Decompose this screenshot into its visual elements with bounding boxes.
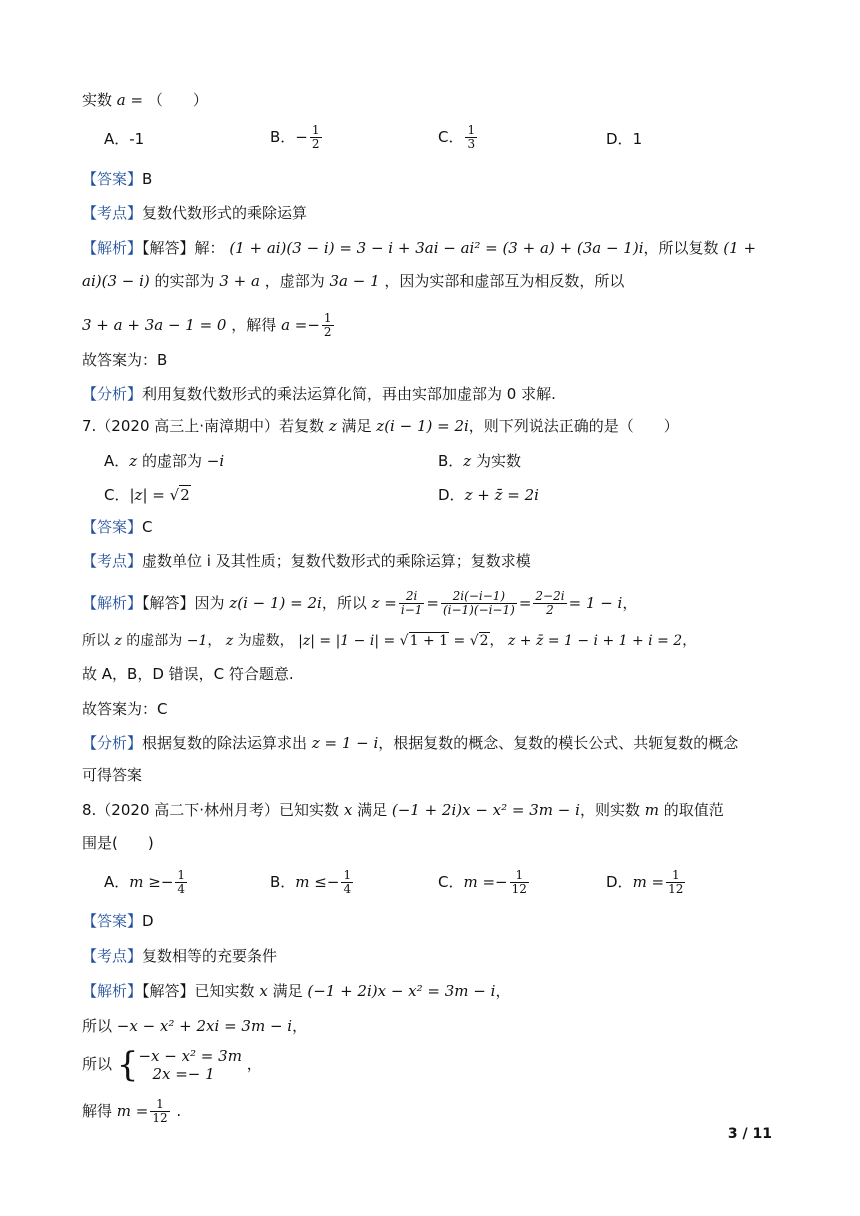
variable: x <box>343 801 353 819</box>
equation-system <box>138 1047 241 1083</box>
q8-option-c <box>438 869 531 896</box>
q6-stem <box>82 89 820 111</box>
text: 满足 <box>341 417 372 435</box>
text: 所以 <box>82 1055 113 1073</box>
text: 7.（2020 高三上·南漳期中）若复数 <box>82 417 325 435</box>
point-text: 复数代数形式的乘除运算 <box>142 204 308 222</box>
option-label: B． <box>270 873 296 891</box>
text: ，根据复数的概念、复数的模长公式、共轭复数的概念 <box>378 734 739 752</box>
fraction-denominator: 12 <box>511 882 527 896</box>
text: 解得 <box>82 1102 113 1120</box>
equation: z(i − 1) = 2i <box>229 594 322 612</box>
answer-tag: 【答案】 <box>82 518 143 536</box>
text: 的实部为 <box>154 272 215 290</box>
fraction-numerator: 1 <box>467 123 476 137</box>
q8-analysis-line2 <box>82 1015 820 1037</box>
equation: z = <box>371 594 397 612</box>
fraction-numerator: 1 <box>510 869 529 883</box>
fraction-numerator: 1 <box>343 868 352 882</box>
option-sign: − <box>295 128 308 146</box>
option-label: C． <box>104 486 130 504</box>
equals-sign: = <box>426 594 439 612</box>
text: 利用复数代数形式的乘法运算化简，再由实部加虚部为 0 求解. <box>142 385 556 403</box>
equals-sign: = <box>453 633 466 649</box>
analysis-tag: 【解析】 <box>82 982 143 1000</box>
point-tag: 【考点】 <box>82 552 143 570</box>
fraction <box>322 312 334 339</box>
answer-value: C <box>142 518 153 536</box>
fraction-numerator: 2i <box>399 590 425 604</box>
q6-option-b <box>270 124 324 151</box>
q7-analysis-line2 <box>82 630 820 652</box>
text: ，所以 <box>321 594 367 612</box>
q8-analysis-line4 <box>82 1098 820 1125</box>
q8-point <box>82 945 820 967</box>
variable: z <box>463 452 472 470</box>
fraction-denominator: (i−1)(−i−1) <box>442 603 515 617</box>
q6-stem-var: a = <box>116 91 144 109</box>
text: 满足 <box>272 982 303 1000</box>
sqrt-radicand: 2 <box>180 486 190 504</box>
sqrt-symbol: √ <box>399 633 409 649</box>
q6-answer <box>82 168 820 190</box>
fraction-denominator: 12 <box>152 1111 168 1125</box>
equation: −1 <box>186 633 208 649</box>
q8-answer <box>82 910 820 932</box>
equation: m =− <box>463 873 508 891</box>
sqrt-radicand: 2 <box>479 633 489 649</box>
q6-stem-text: 实数 <box>82 91 113 109</box>
equation: z = 1 − i <box>311 734 379 752</box>
fraction-denominator: 2 <box>323 325 332 339</box>
fraction <box>341 869 353 896</box>
text: ，则实数 <box>579 801 640 819</box>
q6-stem-paren: （ ） <box>147 91 208 109</box>
equation: m = <box>632 873 665 891</box>
option-label: D． <box>606 873 633 891</box>
equation: |z| = <box>129 486 165 504</box>
text: ， <box>292 1017 308 1035</box>
option-label: C． <box>438 128 464 146</box>
q8-stem-line2 <box>82 832 820 854</box>
page-number: 3 / 11 <box>727 1126 772 1142</box>
fraction <box>441 590 517 617</box>
analysis-subtag: 【解答】解： <box>142 239 225 257</box>
text: ， <box>495 982 511 1000</box>
q6-analysis-line3 <box>82 312 820 339</box>
option-label: D． <box>438 486 465 504</box>
text: 可得答案 <box>82 766 143 784</box>
q8-stem-line1 <box>82 799 820 821</box>
answer-tag: 【答案】 <box>82 912 143 930</box>
answer-value: B <box>142 170 153 188</box>
fraction-numerator: 1 <box>323 311 332 325</box>
variable: m <box>644 801 659 819</box>
sqrt-radicand: 1 + 1 <box>409 633 449 649</box>
text: 满足 <box>357 801 388 819</box>
text: 故答案为：C <box>82 700 168 718</box>
equation: = 1 − i <box>568 594 623 612</box>
text: ， <box>682 633 697 649</box>
equation: |z| = |1 − i| = <box>298 633 396 649</box>
option-label: A． <box>104 873 130 891</box>
equation: (−1 + 2i)x − x² = 3m − i <box>391 801 580 819</box>
fraction-denominator: 4 <box>343 882 352 896</box>
option-value: 1 <box>632 130 643 148</box>
text: 所以 <box>82 633 110 649</box>
equation: z + z̄ = 2i <box>464 486 539 504</box>
equation: (1 + ai)(3 − i) = 3 − i + 3ai − ai² = (3 + a) + (3a − 1)i <box>229 239 644 257</box>
fraction <box>399 590 425 617</box>
brace-symbol: { <box>116 1044 139 1085</box>
fraction-numerator: 1 <box>177 868 186 882</box>
q8-option-d <box>606 869 687 896</box>
variable: z <box>225 633 234 649</box>
fraction-denominator: 4 <box>177 882 186 896</box>
q8-analysis-line3 <box>82 1044 820 1084</box>
text: ，则下列说法正确的是（ ） <box>468 417 679 435</box>
variable: x <box>259 982 268 1000</box>
text: 所以 <box>82 1017 113 1035</box>
q7-analysis-line1 <box>82 590 820 617</box>
fraction <box>310 124 322 151</box>
q6-option-d <box>606 128 642 150</box>
equation: (−1 + 2i)x − x² = 3m − i <box>307 982 496 1000</box>
q7-stem <box>82 415 820 437</box>
text: 故 A，B，D 错误，C 符合题意. <box>82 665 294 683</box>
equation: (1 + <box>723 239 757 257</box>
sqrt-symbol: √ <box>469 633 479 649</box>
fraction-denominator: 2 <box>546 603 554 617</box>
q7-answer <box>82 516 820 538</box>
equation: −x − x² = 3m <box>138 1046 242 1065</box>
q7-point <box>82 550 820 572</box>
equation: m = <box>116 1102 149 1120</box>
text: ， <box>622 594 638 612</box>
text: ， <box>246 1055 262 1073</box>
option-label: A． <box>104 452 130 470</box>
text: 复数相等的充要条件 <box>142 947 278 965</box>
equation: ai)(3 − i) <box>82 272 150 290</box>
text: 为实数 <box>475 452 521 470</box>
q6-point <box>82 202 820 224</box>
fraction-denominator: 3 <box>467 137 476 151</box>
fraction-denominator: 12 <box>668 882 684 896</box>
q7-option-d <box>438 484 539 506</box>
q8-analysis-line1 <box>82 980 820 1002</box>
text: ，解得 <box>231 316 277 334</box>
variable: z <box>114 633 122 649</box>
answer-tag: 【答案】 <box>82 170 143 188</box>
fraction <box>150 1098 169 1125</box>
fraction <box>510 869 529 896</box>
q6-option-c <box>438 124 479 151</box>
analysis-subtag: 【解答】因为 <box>142 594 225 612</box>
point-tag: 【考点】 <box>82 204 143 222</box>
q7-analysis-line3 <box>82 663 820 685</box>
option-label: A． <box>104 130 130 148</box>
text: ，因为实部和虚部互为相反数，所以 <box>384 272 625 290</box>
fraction-numerator: 1 <box>666 869 685 883</box>
option-value: -1 <box>129 130 145 148</box>
q7-option-c <box>104 484 191 506</box>
option-label: C． <box>438 873 464 891</box>
equation: m ≥− <box>129 873 174 891</box>
variable: z <box>129 452 138 470</box>
q6-analysis-line2 <box>82 270 820 292</box>
fraction-denominator: i−1 <box>400 603 423 617</box>
text: ， <box>207 633 222 649</box>
text: ， <box>489 633 504 649</box>
q7-option-a <box>104 450 224 472</box>
text: 故答案为：B <box>82 351 168 369</box>
text: 虚数单位 i 及其性质；复数代数形式的乘除运算；复数求模 <box>142 552 531 570</box>
text: . <box>176 1102 182 1120</box>
equation: −x − x² + 2xi = 3m − i <box>116 1017 293 1035</box>
text: 为虚数， <box>237 633 294 649</box>
analysis-tag: 【解析】 <box>82 239 143 257</box>
fraction <box>666 869 685 896</box>
review-tag: 【分析】 <box>82 734 143 752</box>
q6-option-a <box>104 128 144 150</box>
q7-review-line1 <box>82 732 820 754</box>
variable: z <box>328 417 337 435</box>
sqrt-symbol: √ <box>169 486 180 504</box>
equation: z(i − 1) = 2i <box>376 417 469 435</box>
analysis-tag: 【解析】 <box>82 594 143 612</box>
text: ，所以复数 <box>643 239 719 257</box>
q7-option-b <box>438 450 521 472</box>
answer-value: D <box>142 912 154 930</box>
q7-review-line2 <box>82 764 820 786</box>
equals-sign: = <box>518 594 532 612</box>
fraction-denominator: 2 <box>311 137 320 151</box>
point-tag: 【考点】 <box>82 947 143 965</box>
text: 围是( ) <box>82 834 154 852</box>
fraction <box>533 590 566 617</box>
text: 的虚部为 <box>141 452 202 470</box>
equation: 3 + a + 3a − 1 = 0 <box>82 316 227 334</box>
text: 的虚部为 <box>126 633 183 649</box>
option-label: B． <box>270 128 296 146</box>
equation: z + z̄ = 1 − i + 1 + i = 2 <box>507 633 683 649</box>
q8-option-b <box>270 869 355 896</box>
fraction-numerator: 2i(−i−1) <box>441 590 517 604</box>
q6-review <box>82 383 820 405</box>
fraction <box>465 124 477 151</box>
fraction-numerator: 2−2i <box>535 589 565 603</box>
q6-conclusion <box>82 349 820 371</box>
text: 根据复数的除法运算求出 <box>142 734 308 752</box>
q8-option-a <box>104 869 189 896</box>
equation: 3 + a <box>219 272 260 290</box>
equation: −i <box>206 452 225 470</box>
fraction-numerator: 1 <box>311 123 320 137</box>
text: 8.（2020 高二下·林州月考）已知实数 <box>82 801 340 819</box>
fraction-numerator: 1 <box>150 1098 169 1112</box>
option-label: B． <box>438 452 464 470</box>
fraction <box>175 869 187 896</box>
option-label: D． <box>606 130 633 148</box>
q6-analysis-line1 <box>82 237 820 259</box>
equation: a =− <box>281 316 320 334</box>
analysis-subtag: 【解答】已知实数 <box>142 982 255 1000</box>
equation: 2x =− 1 <box>152 1064 215 1083</box>
equation: m ≤− <box>295 873 340 891</box>
q7-conclusion <box>82 698 820 720</box>
text: 的取值范 <box>663 801 724 819</box>
text: ，虚部为 <box>264 272 325 290</box>
review-tag: 【分析】 <box>82 385 143 403</box>
equation: 3a − 1 <box>329 272 380 290</box>
